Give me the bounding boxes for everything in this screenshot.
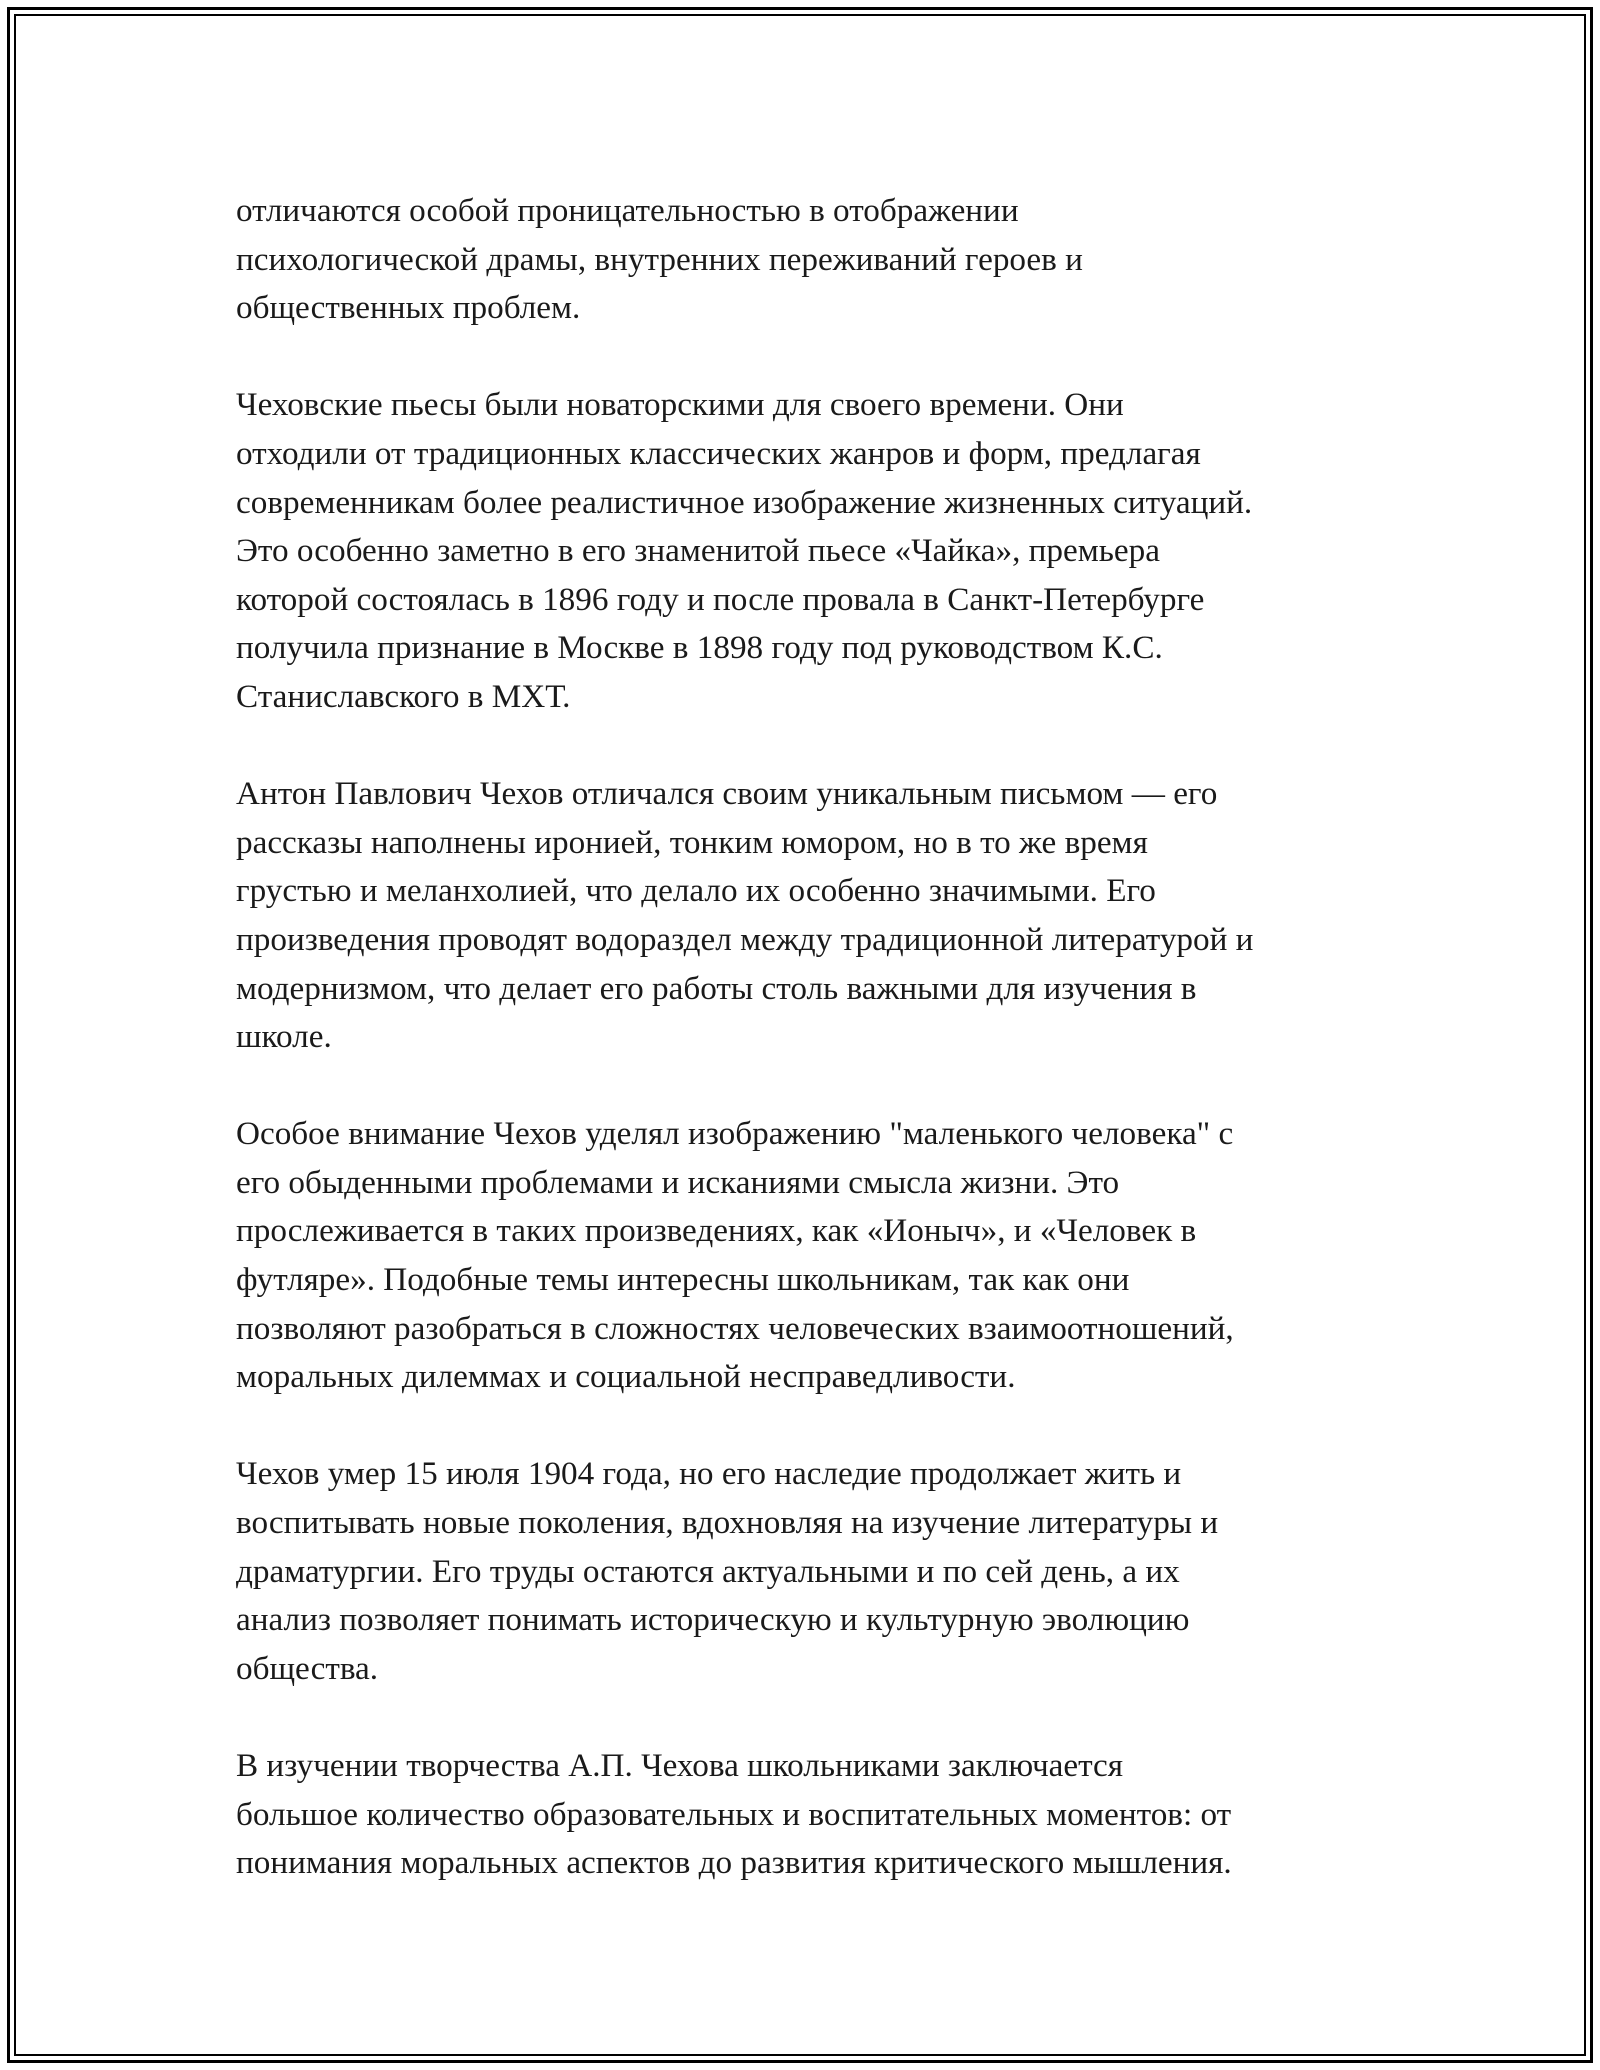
paragraph-5	[236, 1450, 1386, 1693]
text-line: общества.	[236, 1649, 379, 1687]
paragraph-4	[236, 1110, 1386, 1402]
text-line: отличаются особой проницательностью в отображении	[236, 192, 1019, 229]
text-line: Чехов умер 15 июля 1904 года, но его наследие продолжает жить и	[236, 1455, 1182, 1493]
text-line: модернизмом, что делает его работы столь важными для изучения в	[236, 969, 1197, 1007]
text-line: В изучении творчества А.П. Чехова школьниками заключается	[236, 1747, 1124, 1784]
paragraph-2	[236, 381, 1386, 721]
text-line: произведения проводят водораздел между традиционной литературой и	[236, 920, 1254, 958]
text-line: понимания моральных аспектов до развития критического мышления.	[236, 1844, 1232, 1882]
paragraph-6	[236, 1742, 1386, 1888]
text-line: его обыденными проблемами и исканиями смысла жизни. Это	[236, 1163, 1120, 1201]
text-line: большое количество образовательных и воспитательных моментов: от	[236, 1795, 1232, 1833]
text-line: анализ позволяет понимать историческую и культурную эволюцию	[236, 1601, 1190, 1639]
text-line: отходили от традиционных классических жанров и форм, предлагая	[236, 434, 1201, 472]
text-line: Антон Павлович Чехов отличался своим уникальным письмом — его	[236, 775, 1218, 813]
paragraph-3	[236, 770, 1386, 1062]
text-line: школе.	[236, 1018, 332, 1056]
text-line: Чеховские пьесы были новаторскими для своего времени. Они	[236, 386, 1124, 424]
text-line: психологической драмы, внутренних переживаний героев и	[236, 240, 1083, 278]
text-line: драматургии. Его труды остаются актуальными и по сей день, а их	[236, 1552, 1180, 1590]
text-line: воспитывать новые поколения, вдохновляя на изучение литературы и	[236, 1504, 1219, 1542]
paragraph-1	[236, 187, 1386, 333]
text-line: Особое внимание Чехов уделял изображению "маленького человека" с	[236, 1115, 1234, 1153]
text-line: футляре». Подобные темы интересны школьникам, так как они	[236, 1261, 1130, 1299]
text-line: рассказы наполнены иронией, тонким юмором, но в то же время	[236, 823, 1148, 861]
text-line: общественных проблем.	[236, 289, 581, 327]
text-line: современникам более реалистичное изображение жизненных ситуаций.	[236, 483, 1253, 521]
text-line: прослеживается в таких произведениях, как «Ионыч», и «Человек в	[236, 1212, 1197, 1250]
text-line: Это особенно заметно в его знаменитой пьесе «Чайка», премьера	[236, 532, 1160, 570]
document-body	[236, 187, 1386, 1888]
text-line: моральных дилеммах и социальной несправедливости.	[236, 1358, 1016, 1396]
text-line: получила признание в Москве в 1898 году под руководством К.С.	[236, 629, 1163, 667]
text-line: позволяют разобраться в сложностях человеческих взаимоотношений,	[236, 1309, 1234, 1347]
text-line: Станиславского в МХТ.	[236, 677, 571, 715]
text-line: которой состоялась в 1896 году и после провала в Санкт-Петербурге	[236, 580, 1205, 618]
text-line: грустью и меланхолией, что делало их особенно значимыми. Его	[236, 872, 1156, 910]
